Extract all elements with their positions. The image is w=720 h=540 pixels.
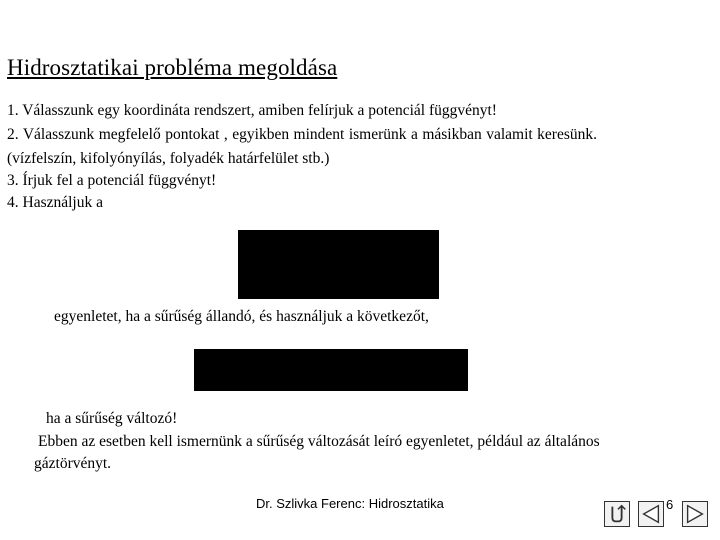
- previous-icon: [639, 502, 663, 526]
- step-4-text: 4. Használjuk a: [7, 194, 103, 211]
- return-icon: [605, 502, 629, 526]
- previous-slide-button[interactable]: [638, 501, 664, 527]
- slide-title: Hidrosztatikai probléma megoldása: [7, 55, 338, 80]
- next-slide-button[interactable]: [682, 501, 708, 527]
- formula-image-variable-density: [194, 349, 468, 391]
- note-line-1: Ebben az esetben kell ismernünk a sűrűség változását leíró egyenletet, például az általános: [38, 433, 600, 450]
- page-number: 6: [666, 497, 674, 512]
- next-icon: [683, 502, 707, 526]
- step-2-text: 2. Válasszunk megfelelő pontokat , egyikben mindent ismerünk a másikban valamit keresünk.: [7, 126, 598, 143]
- constant-density-text: egyenletet, ha a sűrűség állandó, és használjuk a következőt,: [54, 308, 429, 325]
- formula-image-constant-density: [238, 230, 439, 299]
- return-button[interactable]: [604, 501, 630, 527]
- variable-density-text: ha a sűrűség változó!: [46, 410, 178, 427]
- step-2-examples-text: (vízfelszín, kifolyónyílás, folyadék határfelület stb.): [7, 150, 330, 167]
- step-3-text: 3. Írjuk fel a potenciál függvényt!: [7, 172, 217, 189]
- note-line-2: gáztörvényt.: [34, 455, 112, 472]
- step-1-text: 1. Válasszunk egy koordináta rendszert, amiben felírjuk a potenciál függvényt!: [7, 102, 497, 119]
- footer-author: Dr. Szlivka Ferenc: Hidrosztatika: [256, 496, 444, 511]
